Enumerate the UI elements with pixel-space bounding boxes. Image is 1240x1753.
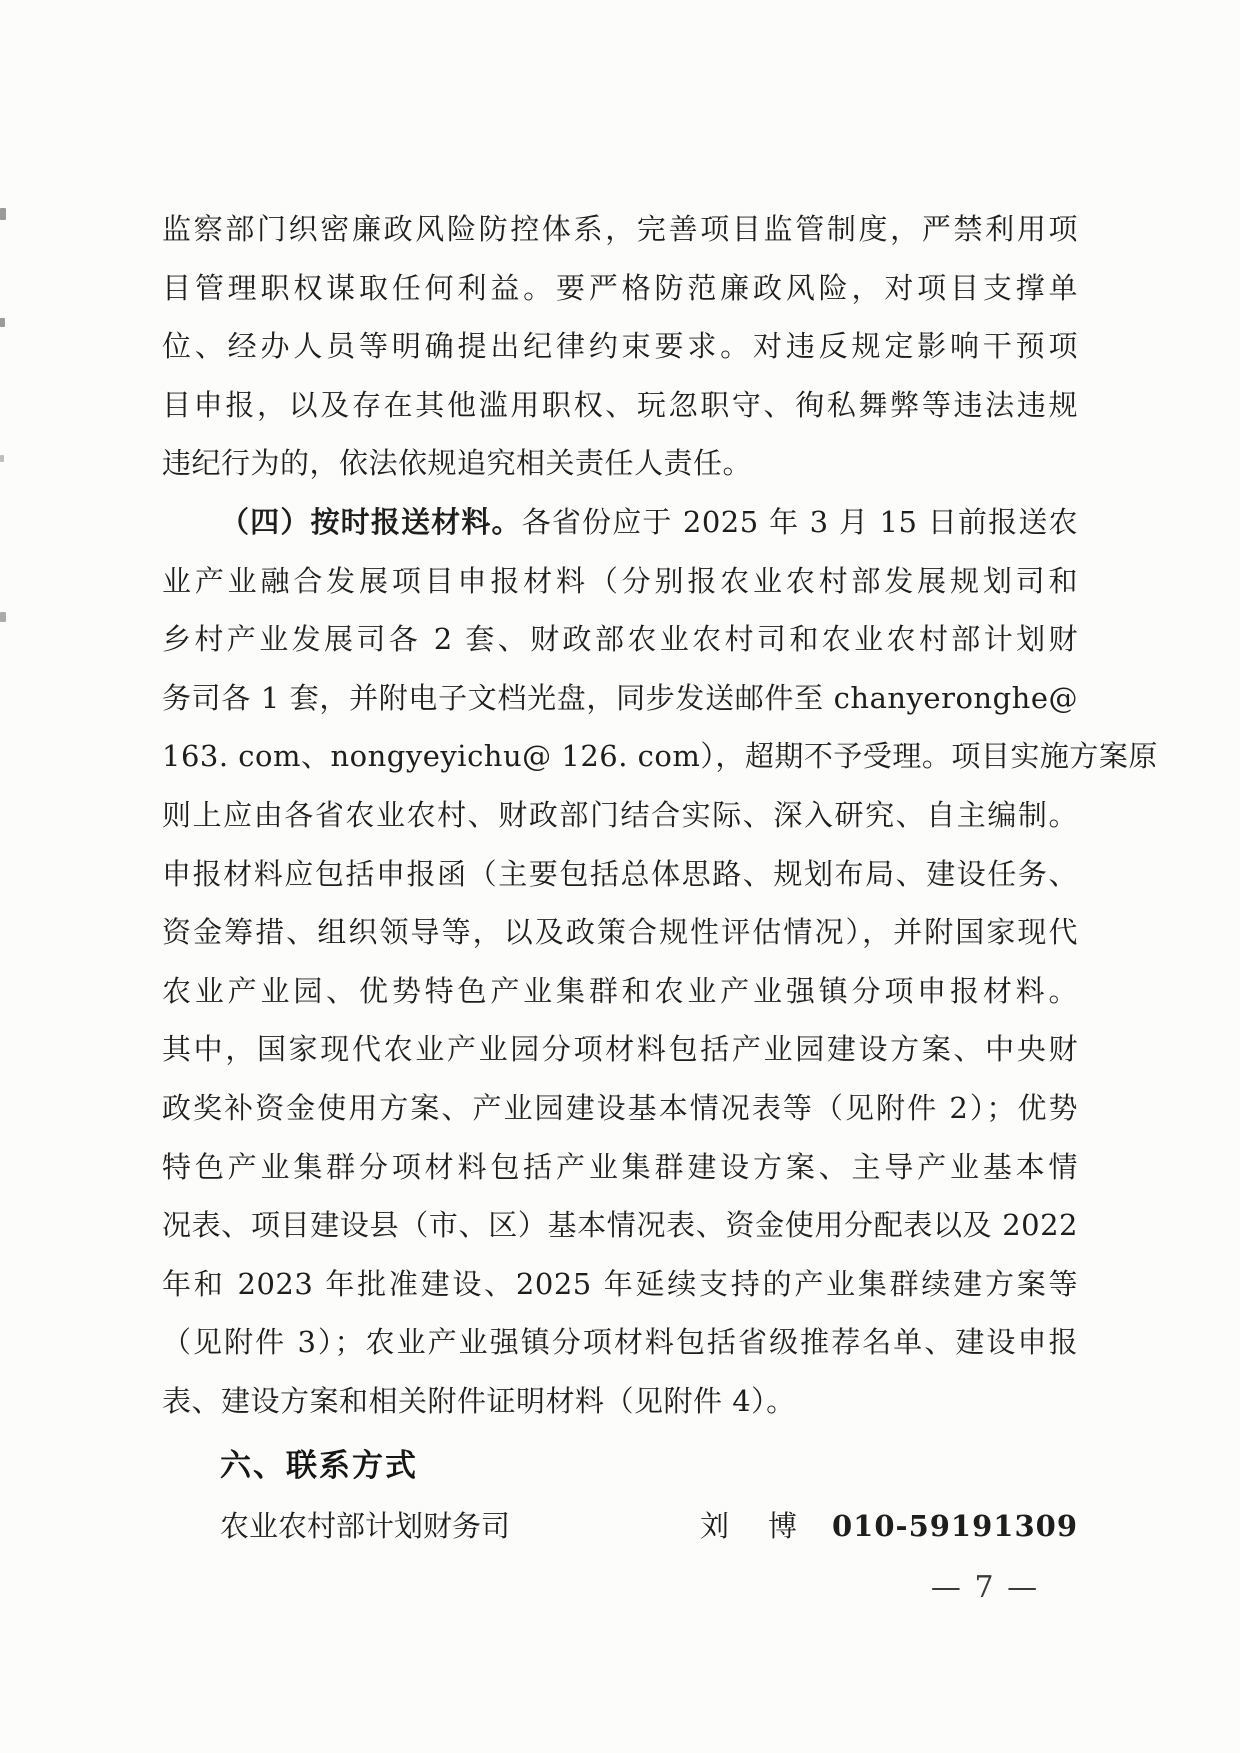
- body-line: 政奖补资金使用方案、产业园建设基本情况表等（见附件 2）；优势: [162, 1090, 1078, 1125]
- body-line: 资金筹措、组织领导等，以及政策合规性评估情况），并附国家现代: [162, 915, 1078, 950]
- body-line: 年和 2023 年批准建设、2025 年延续支持的产业集群续建方案等: [162, 1266, 1078, 1301]
- paragraph-lead-rest: 各省份应于 2025 年 3 月 15 日前报送农: [521, 504, 1078, 539]
- body-line: 特色产业集群分项材料包括产业集群建设方案、主导产业基本情: [162, 1149, 1078, 1184]
- body-line: 务司各 1 套，并附电子文档光盘，同步发送邮件至 chanyeronghe@: [162, 680, 1078, 715]
- body-line: 况表、项目建设县（市、区）基本情况表、资金使用分配表以及 2022: [162, 1208, 1078, 1243]
- contact-department: 农业农村部计划财务司: [220, 1509, 511, 1543]
- body-line: 业产业融合发展项目申报材料（分别报农业农村部发展规划司和: [162, 563, 1078, 598]
- paragraph-lead-bold: （四）按时报送材料。: [220, 504, 522, 539]
- contact-row: [162, 1497, 1078, 1556]
- body-text-block: [162, 200, 1158, 1430]
- body-line: 目管理职权谋取任何利益。要严格防范廉政风险，对项目支撑单: [162, 270, 1078, 305]
- page-number: — 7 —: [930, 1570, 1040, 1605]
- contact-person-name: 刘 博: [700, 1509, 803, 1543]
- body-line-paragraph-lead: [162, 493, 1078, 552]
- body-line: 其中，国家现代农业产业园分项材料包括产业园建设方案、中央财: [162, 1032, 1078, 1067]
- body-line: 位、经办人员等明确提出纪律约束要求。对违反规定影响干预项: [162, 329, 1078, 364]
- body-line: 则上应由各省农业农村、财政部门结合实际、深入研究、自主编制。: [162, 797, 1078, 832]
- body-line: 农业产业园、优势特色产业集群和农业产业强镇分项申报材料。: [162, 973, 1078, 1008]
- body-line: 监察部门织密廉政风险防控体系，完善项目监管制度，严禁利用项: [162, 212, 1078, 246]
- body-line: 163. com、nongyeyichu@ 126. com），超期不予受理。项目实施方案原: [162, 739, 1158, 774]
- scan-edge-artifacts: [0, 0, 10, 1753]
- body-line: 申报材料应包括申报函（主要包括总体思路、规划布局、建设任务、: [162, 856, 1078, 891]
- body-line: （见附件 3）；农业产业强镇分项材料包括省级推荐名单、建设申报: [162, 1325, 1078, 1360]
- body-line: 表、建设方案和相关附件证明材料（见附件 4）。: [162, 1383, 796, 1418]
- body-line: 乡村产业发展司各 2 套、财政部农业农村司和农业农村部计划财: [162, 622, 1078, 657]
- body-line: 目申报，以及存在其他滥用职权、玩忽职守、徇私舞弊等违法违规: [162, 387, 1078, 422]
- contact-phone-number: 010-59191309: [832, 1509, 1078, 1543]
- section-heading-contact: 六、联系方式: [220, 1448, 418, 1484]
- body-line: 违纪行为的，依法依规追究相关责任人责任。: [162, 446, 753, 481]
